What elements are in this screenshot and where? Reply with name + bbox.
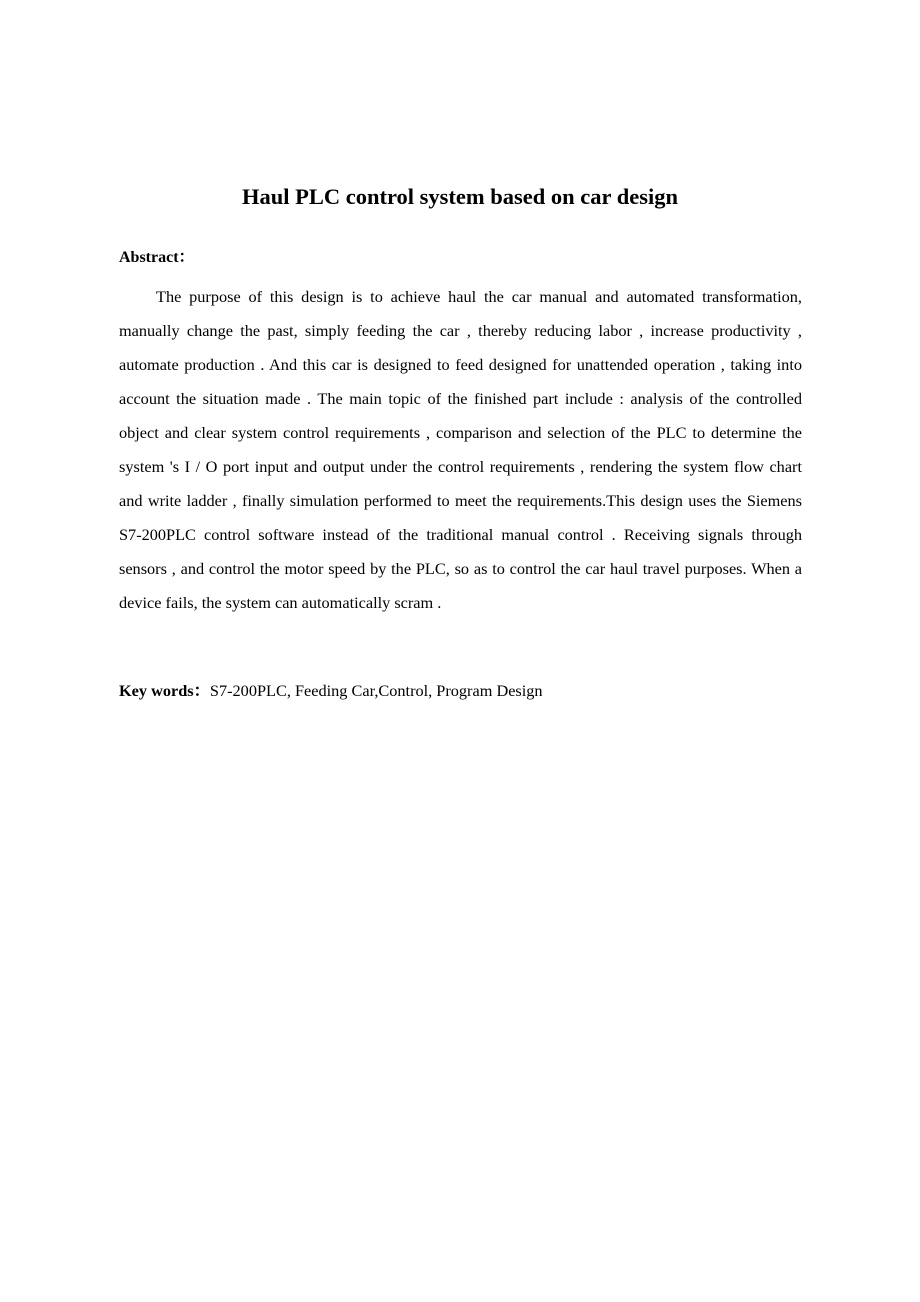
keywords-line xyxy=(119,679,802,703)
keywords-label: Key words xyxy=(119,681,194,700)
abstract-body: The purpose of this design is to achieve haul the car manual and automated transformation, manually change the past, simply feeding the car , thereby reducing labor , increase productivity , automate production . And this car is designed to feed designed for unattended operation , taking into account the situation made . The main topic of the finished part include : analysis of the controlled object and clear system control requirements , comparison and selection of the PLC to determine the system 's I / O port input and output under the control requirements , rendering the system flow chart and write ladder , finally simulation performed to meet the requirements.This design uses the Siemens S7-200PLC control software instead of the traditional manual control . Receiving signals through sensors , and control the motor speed by the PLC, so as to control the car haul travel purposes. When a device fails, the system can automatically scram . xyxy=(119,287,802,612)
document-title: Haul PLC control system based on car design xyxy=(241,184,679,209)
keywords-separator: ： xyxy=(193,681,210,700)
keywords-text: S7-200PLC, Feeding Car,Control, Program Design xyxy=(209,681,543,700)
abstract-heading: Abstract： xyxy=(119,249,195,266)
